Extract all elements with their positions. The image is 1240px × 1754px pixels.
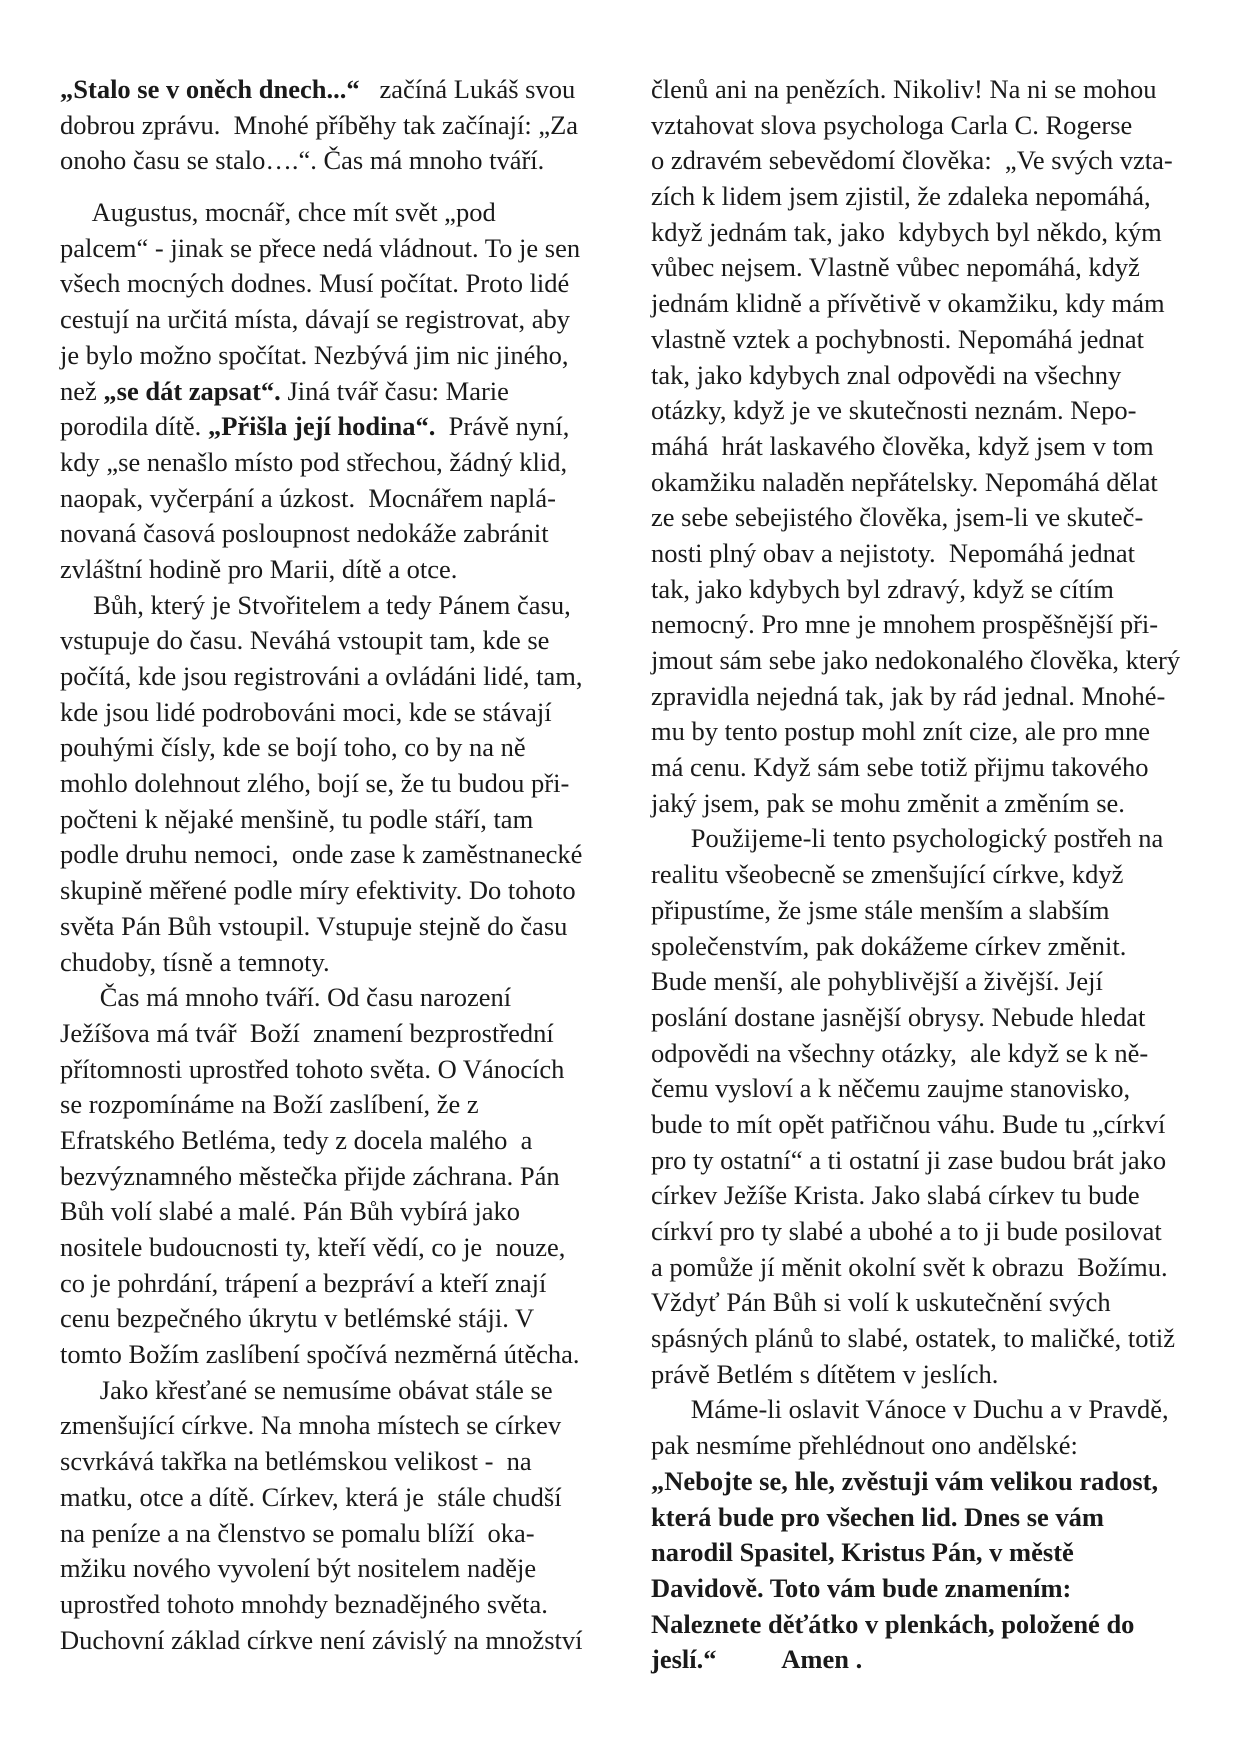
text-line: o zdravém sebevědomí člověka: „Ve svých vzta- — [651, 145, 1173, 176]
text-line: palcem“ - jinak se přece nedá vládnout. To je sen — [60, 232, 581, 263]
text-line: která bude pro všechen lid. Dnes se vám — [651, 1501, 1104, 1532]
text-line: tomto Božím zaslíbení spočívá nezměrná útěcha. — [60, 1339, 580, 1370]
text-line: „Nebojte se, hle, zvěstuji vám velikou radost, — [651, 1465, 1159, 1496]
text-line: zích k lidem jsem zjistil, že zdaleka nepomáhá, — [651, 181, 1151, 212]
paragraph-buh — [60, 588, 602, 981]
text-line: nositele budoucnosti ty, kteří vědí, co je nouze, — [60, 1232, 566, 1262]
text-line: kde jsou lidé podrobováni moci, kde se stávají — [60, 696, 552, 727]
text-line: nosti plný obav a nejistoty. Nepomáhá jednat — [651, 537, 1136, 568]
text-line: novaná časová posloupnost nedokáže zabránit — [60, 518, 549, 549]
text-line: Efratského Betléma, tedy z docela malého a — [60, 1124, 533, 1155]
text-line: onoho času se stalo….“. Čas má mnoho tváří. — [60, 145, 545, 176]
text-line: matku, otce a dítě. Církev, která je stále chudší — [60, 1481, 562, 1512]
text-line: všech mocných dodnes. Musí počítat. Proto lidé — [60, 268, 570, 299]
text-line: jednám klidně a přívětivě v okamžiku, kdy mám — [651, 288, 1165, 319]
paragraph-krestane — [60, 1373, 602, 1659]
text-line: Vždyť Pán Bůh si volí k uskutečnění svých — [651, 1287, 1111, 1318]
text-line: církví pro ty slabé a ubohé a to ji bude posilovat — [651, 1216, 1162, 1246]
text-line: narodil Spasitel, Kristus Pán, v městě — [651, 1537, 1074, 1568]
paragraph-rogers — [651, 72, 1200, 821]
text-line: mžiku nového vyvolení být nositelem naděje — [60, 1553, 537, 1584]
text-line: mohlo dolehnout zlého, bojí se, že tu budou při- — [60, 768, 570, 799]
text-line: je bylo možno spočítat. Nezbývá jim nic jiného, — [60, 339, 569, 370]
text-line: Augustus, mocnář, chce mít svět „pod — [60, 197, 496, 228]
text-line: počítá, kde jsou registrováni a ovládáni lidé, tam, — [60, 661, 583, 691]
text-line: zmenšující církve. Na mnoha místech se církev — [60, 1410, 562, 1441]
text-line: dobrou zprávu. Mnohé příběhy tak začínají: „Za — [60, 109, 579, 140]
text-line: uprostřed tohoto mnohdy beznadějného světa. — [60, 1588, 548, 1619]
text-line: chudoby, tísně a temnoty. — [60, 946, 330, 977]
opening-quote: „Stalo se v oněch dnech...“ — [60, 74, 360, 104]
text-line: vlastně vztek a pochybnosti. Nepomáhá jednat — [651, 323, 1145, 354]
text-line: spásných plánů to slabé, ostatek, to maličké, totiž — [651, 1323, 1175, 1354]
text-line: bezvýznamného městečka přijde záchrana. Pán — [60, 1160, 560, 1191]
text-line: se rozpomínáme na Boží zaslíbení, že z — [60, 1089, 479, 1120]
text-line: realitu všeobecně se zmenšující církve, když — [651, 859, 1124, 890]
text-line: otázky, když je ve skutečnosti neznám. Nepo- — [651, 395, 1137, 426]
paragraph-augustus: Augustus, mocnář, chce mít svět „pod palcem“ - jinak se přece nedá vládnout. To je sen všech mocných dodnes. Musí počítat. Proto lidé cestují na určitá místa, dávají se registrovat, aby je bylo možno spočítat. Nezbývá jim nic jiného, než „se dát zapsat“. Jiná tvář času: Marie porodila dítě. „Přišla její hodina“. Právě nyní, kdy „se nenašlo místo pod střechou, žádný klid, naopak, vyčerpání a úzkost. Mocnářem naplá- novaná časová posloupnost nedokáže zabránit zvláštní hodině pro Marii, dítě a otce. — [60, 195, 602, 588]
text-line: Bůh volí slabé a malé. Pán Bůh vybírá jako — [60, 1196, 520, 1227]
text-line: Máme-li oslavit Vánoce v Duchu a v Pravdě, — [651, 1394, 1169, 1425]
bold-phrase: „Přišla její hodina“. — [207, 411, 436, 442]
text-line: scvrkává takřka na betlémskou velikost - na — [60, 1446, 532, 1477]
text-line: Naleznete děťátko v plenkách, položené do — [651, 1608, 1135, 1639]
text-line: skupině měřené podle míry efektivity. Do tohoto — [60, 875, 576, 906]
text-line: okamžiku naladěn nepřátelsky. Nepomáhá dělat — [651, 466, 1158, 497]
text-line: jeslí.“ Amen . — [651, 1644, 863, 1675]
closing-quote — [651, 1464, 1200, 1678]
text-line: Bude menší, ale pohyblivější a živější. Její — [651, 966, 1103, 997]
text-line: Jako křesťané se nemusíme obávat stále se — [60, 1374, 553, 1405]
text-line: podle druhu nemoci, onde zase k zaměstnanecké — [60, 839, 583, 870]
text-line: kdy „se nenašlo místo pod střechou, žádný klid, — [60, 446, 568, 477]
text-line: jmout sám sebe jako nedokonalého člověka, který — [651, 645, 1181, 675]
text-line: církev Ježíše Krista. Jako slabá církev tu bude — [651, 1180, 1140, 1211]
text-line: počteni k nějaké menšině, tu podle stáří, tam — [60, 803, 534, 834]
text-line: pro ty ostatní“ a ti ostatní ji zase budou brát jako — [651, 1144, 1167, 1175]
text-line: přítomnosti uprostřed tohoto světa. O Vánocích — [60, 1053, 565, 1084]
text-line: nemocný. Pro mne je mnohem prospěšnější při- — [651, 609, 1159, 640]
text-line: na peníze a na členstvo se pomalu blíží oka- — [60, 1517, 535, 1548]
bold-phrase: „se dát zapsat“. — [103, 375, 281, 406]
text-line: členů ani na penězích. Nikoliv! Na ni se mohou — [651, 74, 1157, 104]
text-line: ze sebe sebejistého člověka, jsem-li ve skuteč- — [651, 502, 1144, 533]
text-line: právě Betlém s dítětem v jeslích. — [651, 1358, 999, 1389]
paragraph-cas — [60, 980, 602, 1373]
text-line: cestují na určitá místa, dávají se registrovat, aby — [60, 304, 570, 335]
text-line: jaký jsem, pak se mohu změnit a změním se. — [651, 787, 1125, 818]
text-line: Použijeme-li tento psychologický postřeh na — [651, 823, 1164, 854]
left-column — [60, 72, 602, 1658]
text-line: co je pohrdání, trápení a bezpráví a kteří znají — [60, 1267, 547, 1298]
text-line: poslání dostane jasnější obrysy. Nebude hledat — [651, 1001, 1146, 1032]
text-line: vůbec nejsem. Vlastně vůbec nepomáhá, když — [651, 252, 1140, 283]
text-line: naopak, vyčerpání a úzkost. Mocnářem naplá- — [60, 482, 556, 513]
text-line: vstupuje do času. Neváhá vstoupit tam, kde se — [60, 625, 550, 656]
text-line: čemu vysloví a k něčemu zaujme stanovisko, — [651, 1073, 1131, 1104]
text-line: když jednám tak, jako kdybych byl někdo, kým — [651, 216, 1162, 247]
text-line: Bůh, který je Stvořitelem a tedy Pánem času, — [60, 589, 571, 620]
text-line: cenu bezpečného úkrytu v betlémské stáji. V — [60, 1303, 535, 1334]
text-line: bude to mít opět patřičnou váhu. Bude tu „církví — [651, 1108, 1166, 1139]
text-line: Ježíšova má tvář Boží znamení bezprostřední — [60, 1017, 554, 1048]
text-line: odpovědi na všechny otázky, ale když se k ně- — [651, 1037, 1149, 1068]
text-line: Čas má mnoho tváří. Od času narození — [60, 982, 512, 1013]
text-line: vztahovat slova psychologa Carla C. Rogerse — [651, 109, 1133, 140]
text-line: zvláštní hodině pro Marii, dítě a otce. — [60, 553, 458, 584]
text-line: mu by tento postup mohl znít cize, ale pro mne — [651, 716, 1150, 747]
text-line: připustíme, že jsme stále menším a slabším — [651, 894, 1110, 925]
text-line: tak, jako kdybych znal odpovědi na všechny — [651, 359, 1122, 390]
intro-paragraph: „Stalo se v oněch dnech...“ začíná Lukáš svou dobrou zprávu. Mnohé příběhy tak začínají: „Za onoho času se stalo….“. Čas má mnoho tváří. — [60, 72, 602, 179]
text-line: Duchovní základ církve není závislý na množství — [60, 1624, 583, 1655]
text-line: světa Pán Bůh vstoupil. Vstupuje stejně do času — [60, 910, 568, 941]
text-line: Davidově. Toto vám bude znamením: — [651, 1572, 1072, 1603]
text-line: a pomůže jí měnit okolní svět k obrazu Božímu. — [651, 1251, 1168, 1282]
text-line: máhá hrát laskavého člověka, když jsem v tom — [651, 430, 1154, 461]
text-line: pouhými čísly, kde se bojí toho, co by na ně — [60, 732, 526, 763]
paragraph-psychology — [651, 821, 1200, 1392]
text-line: zpravidla nejedná tak, jak by rád jednal. Mnohé- — [651, 680, 1166, 711]
paragraph-vanoce — [651, 1392, 1200, 1463]
text-line: společenstvím, pak dokážeme církev změnit. — [651, 930, 1127, 961]
text-line: pak nesmíme přehlédnout ono andělské: — [651, 1430, 1078, 1461]
right-column — [651, 72, 1200, 1678]
text-line: má cenu. Když sám sebe totiž přijmu takového — [651, 752, 1149, 783]
text-line: tak, jako kdybych byl zdravý, když se cítím — [651, 573, 1114, 604]
